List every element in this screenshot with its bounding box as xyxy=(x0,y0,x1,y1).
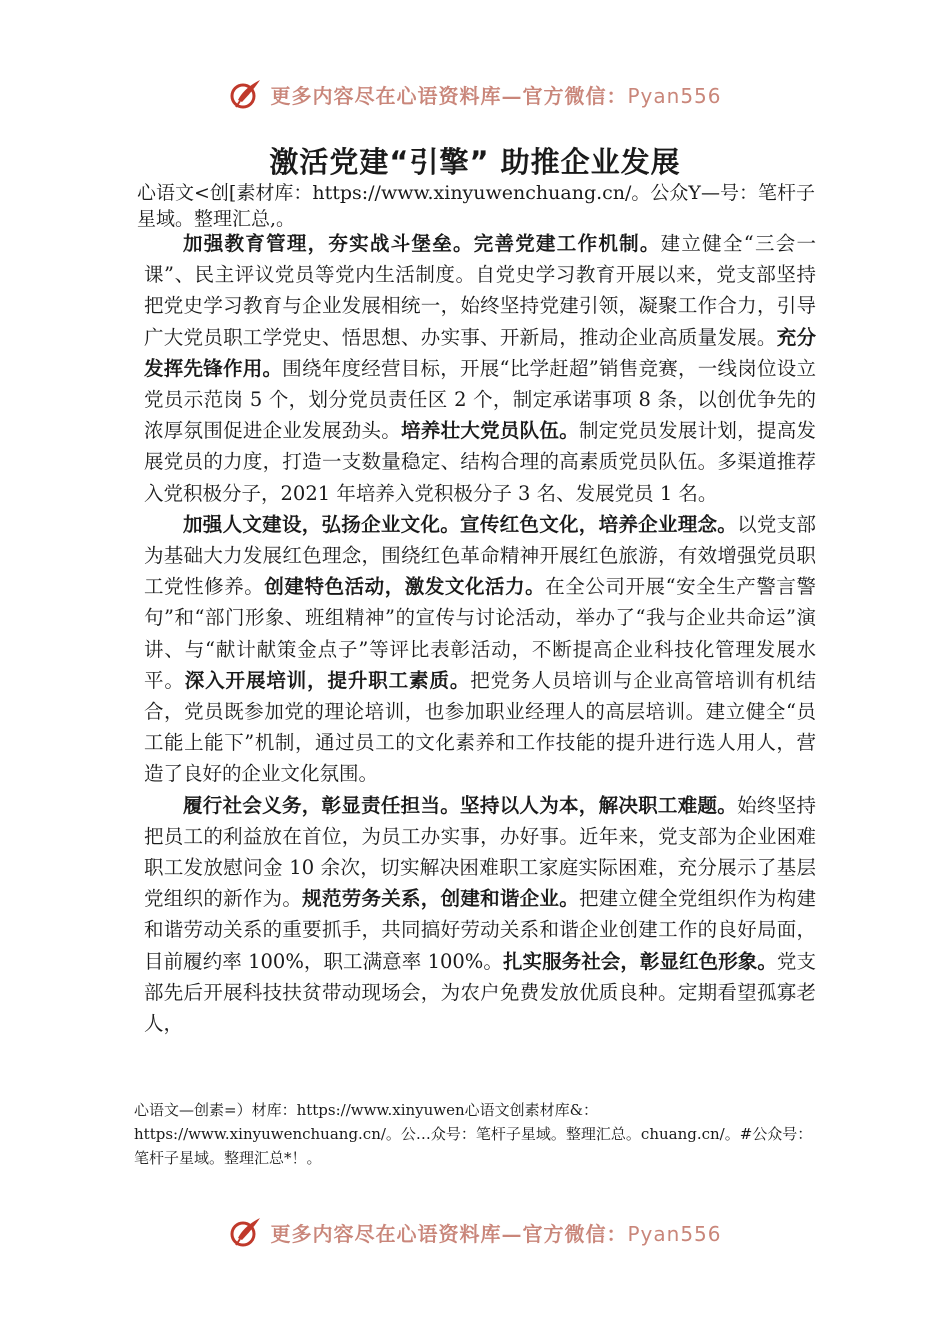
body-text: 围绕年度经营目标，开展“比学赶超”销售竞赛，一线岗位设立党员示范岗 5 个，划分党员责任区 2 个，制定承诺事项 8 条，以创优争先的浓厚氛围促进企业发展劲头。 xyxy=(144,356,816,443)
quill-logo-icon xyxy=(228,76,264,112)
wechat-id: Pyan556 xyxy=(627,1221,722,1246)
heading: 履行社会义务，彰显责任担当。 xyxy=(183,793,461,817)
header-watermark-banner xyxy=(0,72,950,116)
body-text: 制定党员发展计划，提高发展党员的力度，打造一支数量稳定、结构合理的高素质党员队伍。多渠道推荐入党积极分子，2021 年培养入党积极分子 3 名、发展党员 1 名。 xyxy=(144,419,816,505)
quill-logo-icon xyxy=(228,1214,264,1250)
wechat-id: Pyan556 xyxy=(627,83,722,108)
body-text: 在全公司开展“安全生产警言警句”和“部门形象、班组精神”的宣传与讨论活动，举办了“我与企业共命运”演讲、与“献计献策金点子”等评比表彰活动，不断提高企业科技化管理发展水平。 xyxy=(144,575,816,692)
banner-text: 更多内容尽在心语资料库—官方微信：Pyan556 xyxy=(270,83,722,108)
subheading: 扎实服务社会，彰显红色形象。 xyxy=(502,949,777,973)
paragraph-2 xyxy=(144,509,816,790)
heading: 加强人文建设，弘扬企业文化。 xyxy=(183,512,461,536)
subheading: 宣传红色文化，培养企业理念。 xyxy=(460,512,738,536)
subheading: 规范劳务关系，创建和谐企业。 xyxy=(302,887,579,911)
heading: 加强教育管理，夯实战斗堡垒。 xyxy=(183,232,474,255)
paragraph-3 xyxy=(144,790,816,1040)
subheading: 培养壮大党员队伍。 xyxy=(401,419,579,443)
source-line: 心语文<创[素材库：https://www.xinyuwenchuang.cn/。公众Y—号：笔杆子星域。整理汇总,。 xyxy=(137,182,815,230)
subheading: 充分发挥先锋作用。 xyxy=(144,325,816,380)
subheading: 深入开展培训，提升职工素质。 xyxy=(184,668,471,692)
body-text: 建立健全“三会一课”、民主评议党员等党内生活制度。自党史学习教育开展以来，党支部坚持把党史学习教育与企业发展相统一，始终坚持党建引领，凝聚工作合力，引导广大党员职工学党史、悟思想、办实事、开新局，推动企业高质量发展。 xyxy=(144,232,816,349)
body-text: 把党务人员培训与企业高管培训有机结合，党员既参加党的理论培训，也参加职业经理人的高层培训。建立健全“员工能上能下”机制，通过员工的文化素养和工作技能的提升进行选人用人，营造了良好的企业文化氛围。 xyxy=(144,668,816,786)
paragraph-1 xyxy=(144,228,816,509)
body-text: 始终坚持把员工的利益放在首位，为员工办实事，办好事。近年来，党支部为企业困难职工发放慰问金 10 余次，切实解决困难职工家庭实际困难，充分展示了基层党组织的新作为。 xyxy=(144,793,816,911)
subheading: 坚持以人为本，解决职工难题。 xyxy=(460,793,738,817)
subheading: 完善党建工作机制。 xyxy=(473,232,661,255)
article-body xyxy=(144,228,816,1039)
subheading: 创建特色活动，激发文化活力。 xyxy=(264,575,546,599)
body-text: 把建立健全党组织作为构建和谐劳动关系的重要抓手，共同搞好劳动关系和谐企业创建工作的良好局面，目前履约率 100%，职工满意率 100%。 xyxy=(144,887,816,973)
body-text: 党支部先后开展科技扶贫带动现场会，为农户免费发放优质良种。定期看望孤寡老人， xyxy=(144,949,816,1036)
footer-source-note: 心语文—创素=）材库：https://www.xinyuwen心语文创素材库&：https://www.xinyuwenchuang.cn/。公…众号：笔杆子星域。整理汇总。chuang.cn/。#公众号：笔杆子星域。整理汇总*！。 xyxy=(134,1101,813,1167)
body-text: 以党支部为基础大力发展红色理念，围绕红色革命精神开展红色旅游，有效增强党员职工党性修养。 xyxy=(144,512,816,599)
page-title: 激活党建“引擎” 助推企业发展 xyxy=(269,145,681,179)
footer-watermark-banner xyxy=(0,1210,950,1254)
banner-text: 更多内容尽在心语资料库—官方微信：Pyan556 xyxy=(270,1221,722,1246)
